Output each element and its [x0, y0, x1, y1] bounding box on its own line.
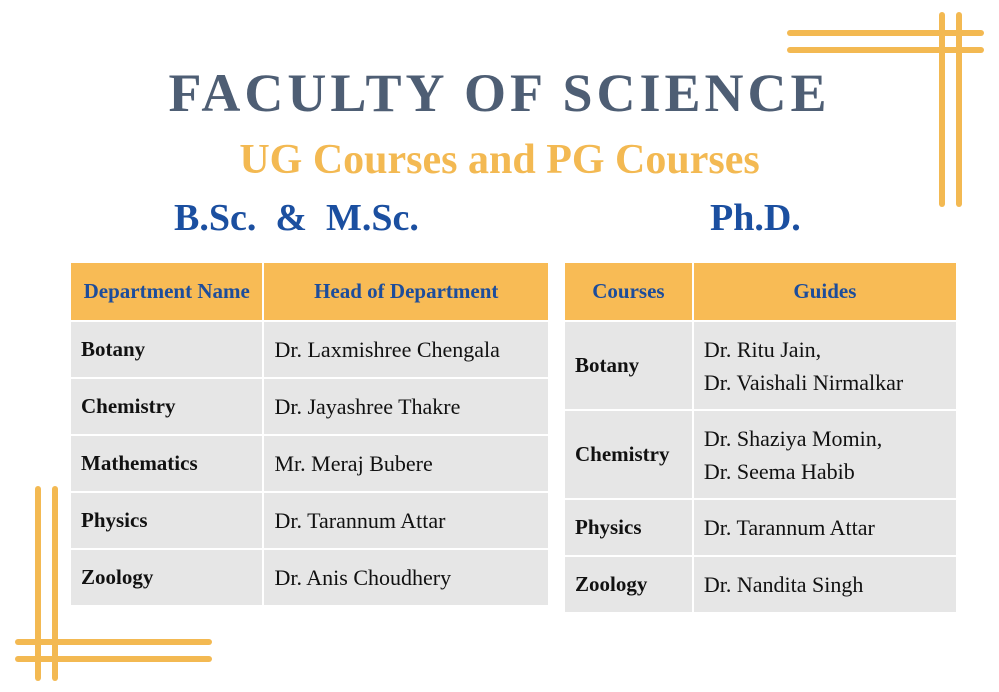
table-row [564, 499, 957, 556]
guide-name: Dr. Shaziya Momin, [703, 425, 883, 451]
decorative-line [35, 486, 41, 681]
decorative-line [52, 486, 58, 681]
head-cell: Dr. Tarannum Attar [263, 492, 549, 549]
department-cell: Physics [70, 492, 263, 549]
guides-cell [693, 321, 957, 410]
department-cell: Zoology [70, 549, 263, 606]
head-cell: Dr. Jayashree Thakre [263, 378, 549, 435]
table-row [70, 321, 549, 378]
page-subtitle: UG Courses and PG Courses [239, 137, 760, 183]
phd-table [563, 261, 958, 614]
department-cell: Chemistry [70, 378, 263, 435]
course-cell: Physics [564, 499, 693, 556]
table-row [564, 556, 957, 613]
guide-name: Dr. Vaishali Nirmalkar [703, 369, 904, 395]
table-row [564, 410, 957, 499]
ug-pg-table [69, 261, 550, 607]
table-header-row [564, 262, 957, 321]
course-cell: Zoology [564, 556, 693, 613]
guide-name: Dr. Nandita Singh [703, 572, 864, 597]
table-row [70, 378, 549, 435]
course-cell: Botany [564, 321, 693, 410]
head-cell: Dr. Laxmishree Chengala [263, 321, 549, 378]
table-header-row [70, 262, 549, 321]
decorative-line [15, 639, 212, 645]
table-row [564, 321, 957, 410]
column-header-head: Head of Department [263, 262, 549, 321]
head-cell: Dr. Anis Choudhery [263, 549, 549, 606]
column-header-guides: Guides [693, 262, 957, 321]
section-heading-bsc-msc: B.Sc. & M.Sc. [174, 197, 419, 239]
table-row [70, 435, 549, 492]
head-cell: Mr. Meraj Bubere [263, 435, 549, 492]
decorative-line [787, 47, 984, 53]
guides-cell [693, 556, 957, 613]
department-cell: Botany [70, 321, 263, 378]
column-header-department: Department Name [70, 262, 263, 321]
table-row [70, 492, 549, 549]
decorative-line [15, 656, 212, 662]
guide-name: Dr. Ritu Jain, [703, 336, 822, 362]
section-heading-phd: Ph.D. [710, 197, 801, 239]
guide-name: Dr. Seema Habib [703, 458, 855, 484]
guides-cell [693, 499, 957, 556]
guides-cell [693, 410, 957, 499]
course-cell: Chemistry [564, 410, 693, 499]
column-header-courses: Courses [564, 262, 693, 321]
department-cell: Mathematics [70, 435, 263, 492]
decorative-line [787, 30, 984, 36]
table-row [70, 549, 549, 606]
page-title: FACULTY OF SCIENCE [168, 63, 831, 123]
guide-name: Dr. Tarannum Attar [703, 515, 875, 540]
